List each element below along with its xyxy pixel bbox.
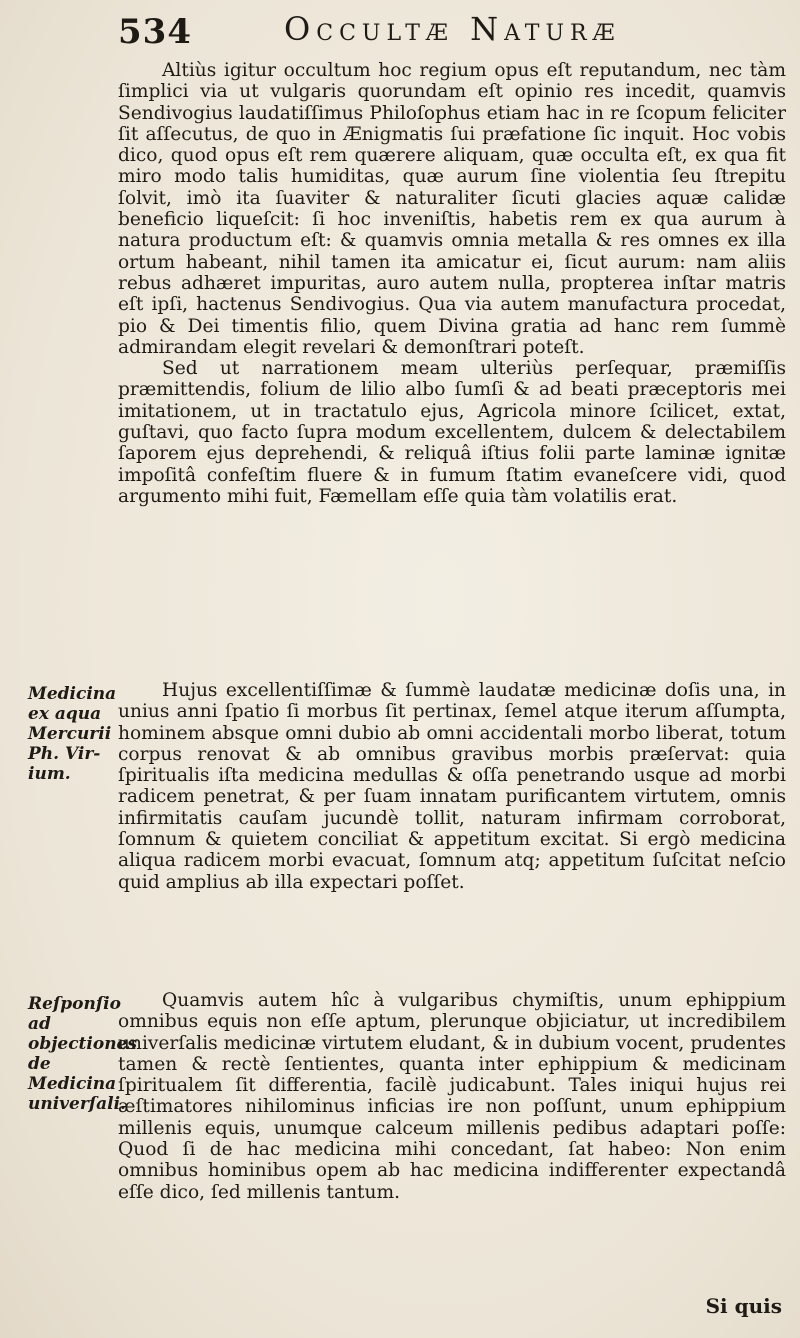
paragraph-3: Hujus excellentiſſimæ & ſummè laudatæ medicinæ doſis una, in unius anni ſpatio ſi morbus ſit pertinax, ſemel atque iterum aſſumpta, hominem absque omni dubio ab omni accidentali morbo liberat, totum corpus renovat & ab omnibus gravibus morbis præſervat: quia ſpiritualis iſta medicina medullas & oſſa penetrando usque ad morbi radicem penetrat, & per ſuam innatam purificantem virtutem, omnis infirmitatis cauſam jucundè tollit, naturam infirmam corroborat, ſomnum & quietem conciliat & appetitum excitat. Si ergò medicina aliqua radicem morbi evacuat, ſomnum atq; appetitum ſuſcitat neſcio quid amplius ab illa expectari poſſet. (118, 680, 786, 893)
main-text-block-2 (118, 680, 786, 893)
main-text-block-3 (118, 990, 786, 1203)
paragraph-2: Sed ut narrationem meam ulteriùs perſequar, præmiſſis præmittendis, folium de lilio albo ſumſi & ad beati præceptoris mei imitationem, ut in tractatulo ejus, Agricola minore ſcilicet, extat, guſtavi, quo facto ſupra modum excellentem, dulcem & delectabilem ſaporem ejus deprehendi, & reliquâ iſtius folii parte laminæ ignitæ impoſitâ confeſtim fluere & in fumum ſtatim evaneſcere vidi, quod argumento mihi fuit, Fæmellam eſſe quia tàm volatilis erat. (118, 358, 786, 507)
margin-note-responsio: Reſponſio ad objectiones de Medicina univerſali. (28, 994, 137, 1114)
page-header (118, 10, 778, 56)
margin-note-medicina: Medicina ex aqua Mercurii Ph. Vir-ium. (28, 684, 117, 784)
page-number: 534 (118, 12, 192, 52)
paragraph-4: Quamvis autem hîc à vulgaribus chymiſtis, unum ephippium omnibus equis non eſſe aptum, plerunque objiciatur, ut incredibilem univerſalis medicinæ virtutem eludant, & in dubium vocent, prudentes tamen & rectè ſentientes, quanta inter ephippium & medicinam ſpiritualem ſit differentia, facilè judicabunt. Tales iniqui hujus rei æſtimatores nihilominus inficias ire non poſſunt, unum ephippium millenis equis, unumque calceum millenis pedibus adaptari poſſe: Quod ſi de hac medicina mihi concedant, ſat habeo: Non enim omnibus hominibus opem ab hac medicina indifferenter expectandâ eſſe dico, ſed millenis tantum. (118, 990, 786, 1203)
catchword: Si quis (705, 1294, 782, 1318)
paragraph-1: Altiùs igitur occultum hoc regium opus eſt reputandum, nec tàm ſimplici via ut vulgaris quorundam eſt opinio res incedit, quamvis Sendivogius laudatiſſimus Philoſophus etiam hac in re ſcopum feliciter ſit aſſecutus, de quo in Ænigmatis ſui præfatione ſic inquit. Hoc vobis dico, quod opus eſt rem quærere aliquam, quæ occulta eſt, ex qua fit miro modo talis humiditas, quæ aurum ſine violentia ſeu ſtrepitu ſolvit, imò ita ſuaviter & naturaliter ſicuti glacies aquæ calidæ beneficio liqueſcit: ſi hoc inveniſtis, habetis rem ex qua aurum à natura productum eſt: & quamvis omnia metalla & res omnes ex illa ortum habeant, nihil tamen ita amicatur ei, ſicut aurum: nam aliis rebus adhæret impuritas, auro autem nulla, propterea inſtar matris eſt ipſi, hactenus Sendivogius. Qua via autem manufactura procedat, pio & Dei timentis filio, quem Divina gratia ad hanc rem ſummè admirandam elegit revelari & demonſtrari poteſt. (118, 60, 786, 358)
running-title: Occultæ Naturæ (284, 10, 621, 48)
main-text-block-1 (118, 60, 786, 507)
